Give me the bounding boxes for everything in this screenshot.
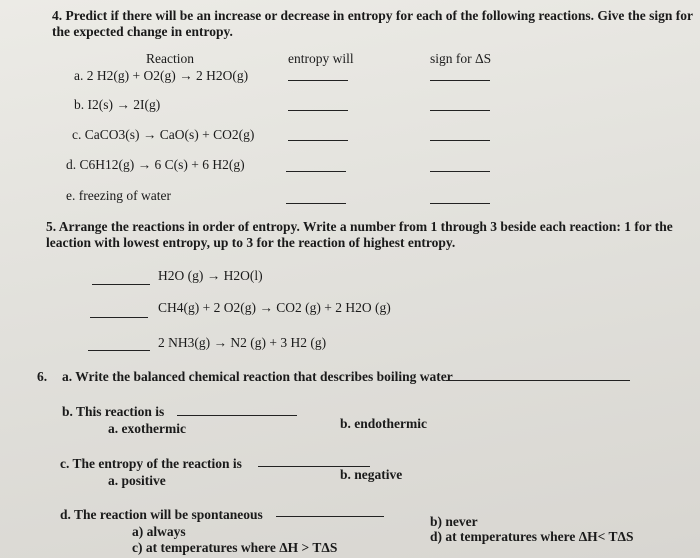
sign-blank-e[interactable] — [430, 203, 490, 204]
sign-blank-d[interactable] — [430, 171, 490, 172]
q6a-prompt: a. Write the balanced chemical reaction that describes boiling water — [62, 369, 453, 384]
entropy-blank-d[interactable] — [286, 171, 346, 172]
rank-blank-2[interactable] — [90, 317, 148, 318]
q6d-prompt: d. The reaction will be spontaneous — [60, 507, 263, 522]
option-always: a) always — [132, 524, 186, 539]
q4-item-a — [74, 68, 248, 84]
option-exothermic: a. exothermic — [108, 421, 186, 436]
sign-blank-b[interactable] — [430, 110, 490, 111]
option-positive: a. positive — [108, 473, 166, 488]
option-dh-less-tds: d) at temperatures where ΔH< TΔS — [430, 529, 634, 544]
q6-number: 6. — [37, 369, 48, 384]
q5-reaction-2: CH4(g) + 2 O2(g) → CO2 (g) + 2 H2O (g) — [158, 300, 391, 315]
option-negative: b. negative — [340, 467, 403, 482]
item-reaction: C6H12(g) → 6 C(s) + 6 H2(g) — [79, 157, 245, 172]
reaction-type-blank[interactable] — [177, 415, 297, 416]
col-entropy-header: entropy will — [288, 51, 354, 66]
rank-blank-3[interactable] — [88, 350, 150, 351]
option-dh-greater-tds: c) at temperatures where ΔH > TΔS — [132, 540, 338, 555]
q4-prompt-line2: the expected change in entropy. — [52, 24, 233, 39]
q4-prompt-line1: 4. Predict if there will be an increase or decrease in entropy for each of the following reactions. Give the sign for — [52, 8, 694, 23]
q5-prompt-line1: 5. Arrange the reactions in order of entropy. Write a number from 1 through 3 beside each reaction: 1 for the — [46, 219, 673, 234]
col-sign-header: sign for ΔS — [430, 51, 492, 66]
option-never: b) never — [430, 514, 478, 529]
spontaneous-answer-blank[interactable] — [276, 516, 384, 517]
item-reaction: 2 H2(g) + O2(g) → 2 H2O(g) — [86, 68, 249, 83]
item-letter: a. — [74, 68, 84, 83]
sign-blank-c[interactable] — [430, 140, 490, 141]
q4-item-e — [66, 188, 171, 204]
q6b-prompt: b. This reaction is — [62, 404, 165, 419]
item-letter: e. — [66, 188, 76, 203]
q4-item-b — [74, 97, 160, 113]
sign-blank-a[interactable] — [430, 80, 490, 81]
reaction-answer-blank[interactable] — [446, 380, 630, 381]
entropy-blank-c[interactable] — [288, 140, 348, 141]
q5-reaction-3: 2 NH3(g) → N2 (g) + 3 H2 (g) — [158, 335, 327, 350]
item-letter: d. — [66, 157, 77, 172]
item-letter: c. — [72, 127, 82, 142]
q4-item-c — [72, 127, 254, 143]
q5-reaction-1: H2O (g) → H2O(l) — [158, 268, 263, 283]
item-letter: b. — [74, 97, 85, 112]
q5-prompt-line2: leaction with lowest entropy, up to 3 for the reaction of highest entropy. — [46, 235, 456, 250]
entropy-blank-a[interactable] — [288, 80, 348, 81]
item-reaction: freezing of water — [78, 188, 171, 203]
entropy-blank-b[interactable] — [288, 110, 348, 111]
col-reaction-header: Reaction — [146, 51, 194, 66]
entropy-blank-e[interactable] — [286, 203, 346, 204]
option-endothermic: b. endothermic — [340, 416, 427, 431]
item-reaction: I2(s) → 2I(g) — [87, 97, 161, 112]
q4-item-d — [66, 157, 245, 173]
rank-blank-1[interactable] — [92, 284, 150, 285]
item-reaction: CaCO3(s) → CaO(s) + CO2(g) — [84, 127, 255, 142]
q6c-prompt: c. The entropy of the reaction is — [60, 456, 242, 471]
